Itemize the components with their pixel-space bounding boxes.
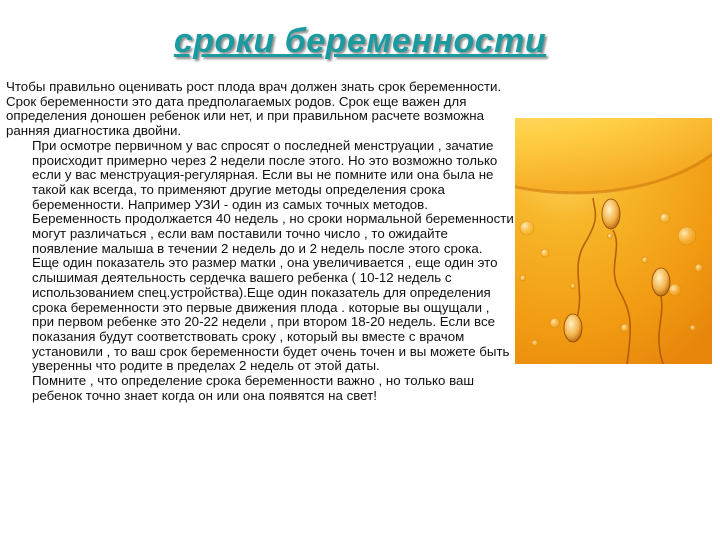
body-text bbox=[6, 80, 514, 403]
paragraph-intro: Чтобы правильно оценивать рост плода врач должен знать срок беременности. Срок беременности это дата предполагаемых родов. Срок еще важен для определения доношен ребенок или нет, и при правильном расчете возможна ранняя диагностика двойни. bbox=[6, 79, 502, 139]
paragraph-indicators: Еще один показатель это размер матки , она увеличивается , еще один это слышимая деятельность сердечка вашего ребенка ( 10-12 недель с использованием спец.устройства).Еще один показатель для определения срока беременности это первые движения плода . которые вы ощущали , при первом ребенке это 20-22 недели , при втором 18-20 недель. Если все показания будут соответствовать сроку , который вы вместе с врачом установили , то ваш срок беременности будет очень точен и вы можете быть уверенны что родите в пределах 2 недель от этой даты. bbox=[32, 255, 510, 374]
sperm-egg-photo bbox=[515, 118, 712, 364]
slide-title: сроки беременности bbox=[173, 22, 547, 60]
paragraph-first-exam: При осмотре первичном у вас спросят о последней менструации , зачатие происходит примерно через 2 недели после этого. Но это возможно только если у вас менструация-регулярная. Если вы не помните или она была не такой как всегда, то применяют другие методы определения срока беременности. Например УЗИ - один из самых точных методов. Беременность продолжается 40 недель , но сроки нормальной беременности могут различаться , если вам поставили точно число , то ожидайте появление малыша в течении 2 недель до и 2 недель после этого срока. bbox=[32, 137, 514, 256]
paragraph-reminder: Помните , что определение срока беременности важно , но только ваш ребенок точно знает когда он или она появятся на свет! bbox=[32, 373, 475, 403]
